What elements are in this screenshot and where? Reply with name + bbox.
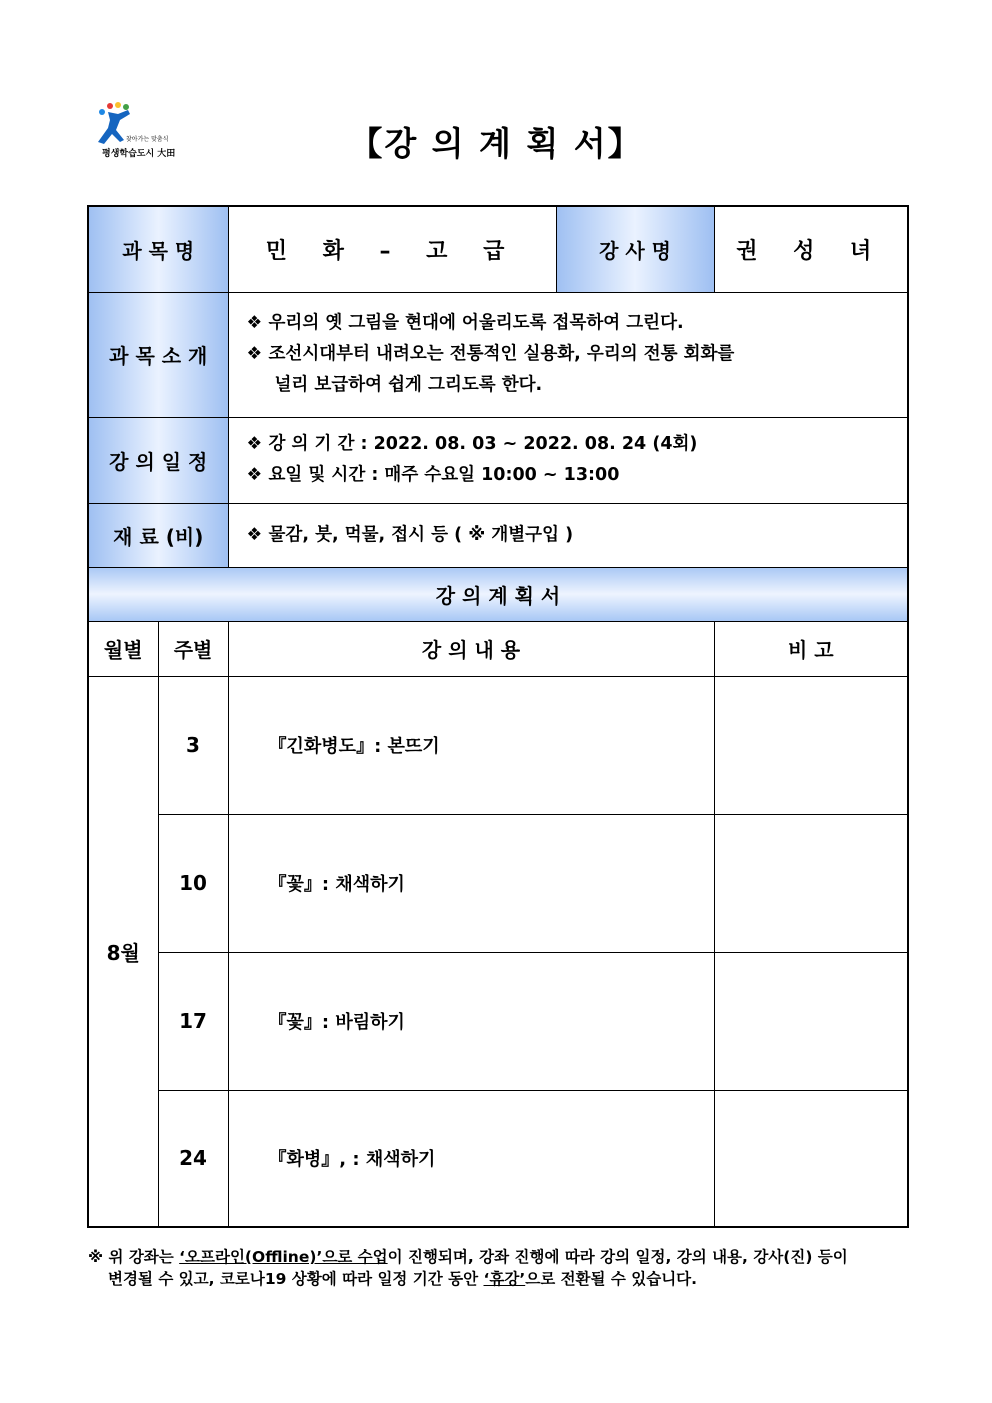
note-cell (714, 814, 908, 952)
footnote-rest: ‘휴강’ (483, 1270, 526, 1288)
materials-value: 물감, 붓, 먹물, 접시 등 ( ※ 개별구입 ) (268, 524, 574, 545)
footnote-offline: ‘오프라인(Offline)’으로 수업 (179, 1248, 388, 1266)
col-month: 월별 (88, 621, 158, 676)
bullet-icon: ❖ (246, 344, 263, 364)
table-row (88, 1090, 908, 1227)
footnote-text: 으로 전환될 수 있습니다. (525, 1270, 698, 1288)
schedule-time: 요일 및 시간 : 매주 수요일 10:00 ~ 13:00 (268, 465, 620, 485)
week-cell: 17 (158, 952, 228, 1090)
content-cell: 『긴화병도』: 본뜨기 (228, 676, 714, 814)
subject-value: 민 화 – 고 급 (228, 206, 556, 292)
page-title: 【강 의 계 획 서】 (349, 124, 643, 163)
week-cell: 24 (158, 1090, 228, 1227)
week-cell: 10 (158, 814, 228, 952)
col-note: 비 고 (714, 621, 908, 676)
table-row (88, 814, 908, 952)
content-cell: 『꽃』: 채색하기 (228, 814, 714, 952)
bullet-icon: ❖ (246, 524, 263, 545)
plan-header-row (88, 621, 908, 676)
intro-row (88, 292, 908, 417)
intro-label: 과 목 소 개 (88, 292, 228, 417)
instructor-label: 강 사 명 (556, 206, 714, 292)
month-cell: 8월 (88, 676, 158, 1227)
logo-city: 평생학습도시 大田 (102, 149, 176, 159)
logo-tagline: 찾아가는 맞춤식 (126, 136, 169, 143)
note-cell (714, 1090, 908, 1227)
schedule-row (88, 417, 908, 503)
materials-text (228, 503, 908, 567)
footnote-text: 이 진행되며, 강좌 진행에 따라 강의 일정, 강의 내용, 강사(진) 등이 (387, 1248, 848, 1266)
plan-title: 강 의 계 획 서 (88, 567, 908, 621)
intro-line: 조선시대부터 내려오는 전통적인 실용화, 우리의 전통 회화를 (268, 344, 735, 364)
schedule-text (228, 417, 908, 503)
footnote (88, 1246, 908, 1290)
content-cell: 『화병』, : 채색하기 (228, 1090, 714, 1227)
footnote-text: 변경될 수 있고, 코로나19 상황에 따라 일정 기간 동안 (108, 1270, 484, 1288)
schedule-label: 강 의 일 정 (88, 417, 228, 503)
intro-text (228, 292, 908, 417)
week-cell: 3 (158, 676, 228, 814)
bullet-icon: ❖ (246, 313, 263, 333)
note-cell (714, 676, 908, 814)
col-week: 주별 (158, 621, 228, 676)
materials-row (88, 503, 908, 567)
content-cell: 『꽃』: 바림하기 (228, 952, 714, 1090)
intro-line: 널리 보급하여 쉽게 그리도록 한다. (274, 375, 543, 395)
schedule-period: 강 의 기 간 : 2022. 08. 03 ~ 2022. 08. 24 (4회) (268, 434, 698, 454)
subject-label: 과 목 명 (88, 206, 228, 292)
footnote-text: ※ 위 강좌는 (88, 1248, 180, 1266)
lecture-plan-table (87, 205, 909, 1228)
intro-line: 우리의 옛 그림을 현대에 어울리도록 접목하여 그린다. (268, 313, 684, 333)
bullet-icon: ❖ (246, 434, 263, 454)
plan-title-row (88, 567, 908, 621)
table-row (88, 676, 908, 814)
note-cell (714, 952, 908, 1090)
table-row (88, 952, 908, 1090)
instructor-value: 권 성 녀 (714, 206, 908, 292)
bullet-icon: ❖ (246, 465, 263, 485)
materials-label: 재 료 (비) (88, 503, 228, 567)
subject-row (88, 206, 908, 292)
col-content: 강 의 내 용 (228, 621, 714, 676)
